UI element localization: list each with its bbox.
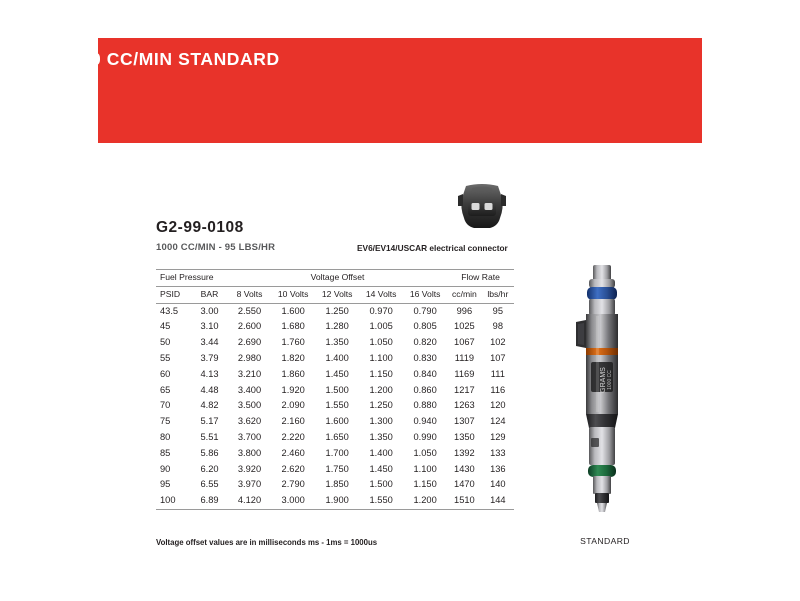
cell-ccmin: 1430: [454, 463, 475, 474]
part-subtitle: 1000 CC/MIN - 95 LBS/HR: [156, 242, 276, 253]
cell-16v: 0.820: [413, 337, 437, 348]
page-title: 1000 CC/MIN STANDARD: [60, 49, 280, 69]
column-header-16-volts: 16 Volts: [403, 286, 447, 303]
cell-bar: 3.79: [200, 352, 219, 363]
cell-16v: 0.860: [413, 384, 437, 395]
cell-12v: 1.750: [325, 463, 349, 474]
cell-lbshr: 107: [490, 352, 506, 363]
cell-14v: 1.300: [369, 416, 393, 427]
cell-8v: 3.970: [237, 479, 262, 490]
cell-16v: 1.200: [403, 493, 447, 509]
cell-psid: 90: [160, 463, 171, 474]
table-row: [156, 477, 514, 493]
cell-bar: 6.89: [191, 493, 228, 509]
cell-lbshr: 120: [490, 400, 506, 411]
cell-psid: 95: [160, 479, 171, 490]
cell-14v: 1.550: [359, 493, 403, 509]
cell-bar: 3.44: [200, 337, 219, 348]
specs-table-body: [156, 303, 514, 509]
cell-lbshr: 136: [490, 463, 506, 474]
part-number: G2-99-0108: [156, 219, 244, 236]
table-row: [156, 335, 514, 351]
cell-14v: 1.350: [369, 431, 393, 442]
cell-10v: 1.820: [281, 352, 305, 363]
cell-psid: 45: [160, 321, 171, 332]
cell-ccmin: 1263: [454, 400, 475, 411]
cell-16v: 1.150: [413, 479, 437, 490]
cell-psid: 70: [160, 400, 171, 411]
cell-12v: 1.250: [325, 305, 349, 316]
group-header-fuel-pressure: Fuel Pressure: [156, 270, 228, 287]
cell-12v: 1.600: [325, 416, 349, 427]
cell-psid: 60: [160, 368, 171, 379]
cell-lbshr: 111: [490, 368, 505, 379]
cell-12v: 1.850: [325, 479, 349, 490]
cell-8v: 2.690: [237, 337, 262, 348]
cell-14v: 1.100: [369, 352, 393, 363]
cell-psid: 80: [160, 431, 171, 442]
cell-psid: 55: [160, 352, 171, 363]
cell-bar: 6.55: [200, 479, 219, 490]
cell-8v: 3.400: [237, 384, 262, 395]
cell-10v: 1.920: [281, 384, 305, 395]
cell-10v: 2.090: [281, 400, 305, 411]
cell-bar: 3.10: [200, 321, 219, 332]
cell-12v: 1.700: [325, 447, 349, 458]
cell-psid: 50: [160, 337, 171, 348]
table-row: [156, 398, 514, 414]
group-header-voltage-offset: Voltage Offset: [228, 270, 447, 287]
cell-12v: 1.450: [325, 368, 349, 379]
table-row: [156, 351, 514, 367]
cell-8v: 2.600: [237, 321, 262, 332]
cell-8v: 2.980: [237, 352, 262, 363]
cell-lbshr: 116: [490, 384, 506, 395]
injector-photo: [560, 262, 650, 528]
cell-10v: 2.460: [281, 447, 305, 458]
cell-lbshr: 95: [492, 305, 503, 316]
cell-psid: 100: [156, 493, 191, 509]
cell-8v: 3.620: [237, 416, 262, 427]
column-header-12-volts: 12 Volts: [315, 286, 359, 303]
cell-14v: 1.050: [369, 337, 393, 348]
cell-lbshr: 140: [490, 479, 506, 490]
cell-psid: 65: [160, 384, 171, 395]
cell-16v: 0.790: [413, 305, 437, 316]
cell-16v: 0.830: [413, 352, 437, 363]
cell-bar: 6.20: [200, 463, 219, 474]
cell-10v: 1.600: [281, 305, 305, 316]
cell-bar: 5.86: [200, 447, 219, 458]
column-header-lbs-hr: lbs/hr: [482, 286, 514, 303]
column-header-14-volts: 14 Volts: [359, 286, 403, 303]
cell-ccmin: 1470: [454, 479, 475, 490]
group-header-flow-rate: Flow Rate: [447, 270, 514, 287]
cell-ccmin: 996: [456, 305, 473, 316]
cell-bar: 4.48: [200, 384, 219, 395]
table-row: [156, 414, 514, 430]
cell-8v: 4.120: [228, 493, 271, 509]
table-row: [156, 430, 514, 446]
cell-10v: 2.620: [281, 463, 305, 474]
cell-10v: 2.160: [281, 416, 305, 427]
cell-10v: 1.680: [281, 321, 305, 332]
cell-lbshr: 102: [490, 337, 506, 348]
cell-14v: 1.200: [369, 384, 393, 395]
table-row: [156, 446, 514, 462]
cell-12v: 1.500: [325, 384, 349, 395]
cell-14v: 1.500: [369, 479, 393, 490]
cell-bar: 5.51: [200, 431, 219, 442]
cell-lbshr: 124: [490, 416, 506, 427]
cell-8v: 3.920: [237, 463, 262, 474]
connector-photo: [452, 182, 512, 234]
cell-bar: 5.17: [200, 416, 219, 427]
cell-ccmin: 1025: [454, 321, 475, 332]
cell-8v: 3.800: [237, 447, 262, 458]
cell-12v: 1.350: [325, 337, 349, 348]
cell-10v: 2.790: [281, 479, 305, 490]
svg-text:GRAMS: GRAMS: [600, 367, 607, 393]
cell-ccmin: 1307: [454, 416, 475, 427]
cell-14v: 1.250: [369, 400, 393, 411]
specs-table-wrapper: [156, 269, 514, 510]
column-header-10-volts: 10 Volts: [271, 286, 315, 303]
table-column-header-row: [156, 286, 514, 303]
table-footnote: Voltage offset values are in milliseconds ms - 1ms = 1000us: [156, 538, 378, 547]
specs-table: [156, 269, 514, 510]
column-header-bar: BAR: [191, 286, 228, 303]
cell-16v: 0.880: [413, 400, 437, 411]
cell-ccmin: 1169: [454, 368, 475, 379]
cell-10v: 1.760: [281, 337, 305, 348]
cell-16v: 1.050: [413, 447, 437, 458]
cell-16v: 1.100: [413, 463, 437, 474]
cell-14v: 1.005: [369, 321, 393, 332]
cell-16v: 0.940: [413, 416, 437, 427]
table-row: [156, 493, 514, 509]
cell-14v: 1.450: [369, 463, 393, 474]
column-header-psid: PSID: [156, 286, 191, 303]
cell-psid: 85: [160, 447, 171, 458]
cell-14v: 0.970: [369, 305, 393, 316]
cell-8v: 3.500: [237, 400, 262, 411]
cell-16v: 0.840: [413, 368, 437, 379]
cell-psid: 43.5: [160, 305, 179, 316]
cell-bar: 3.00: [200, 305, 219, 316]
injector-caption: STANDARD: [580, 536, 630, 546]
cell-ccmin: 1119: [454, 352, 475, 363]
cell-lbshr: 98: [492, 321, 503, 332]
cell-8v: 3.210: [237, 368, 262, 379]
cell-lbshr: 133: [490, 447, 506, 458]
fuel-injector-icon: [560, 262, 650, 528]
cell-16v: 0.805: [413, 321, 437, 332]
table-row: [156, 303, 514, 319]
svg-text:1000 CC: 1000 CC: [607, 370, 613, 390]
cell-8v: 2.550: [237, 305, 262, 316]
cell-12v: 1.550: [325, 400, 349, 411]
table-row: [156, 462, 514, 478]
cell-ccmin: 1067: [454, 337, 475, 348]
table-group-header-row: [156, 270, 514, 287]
cell-14v: 1.400: [369, 447, 393, 458]
cell-10v: 1.860: [281, 368, 305, 379]
cell-10v: 2.220: [281, 431, 305, 442]
table-row: [156, 367, 514, 383]
cell-ccmin: 1510: [447, 493, 482, 509]
connector-caption: EV6/EV14/USCAR electrical connector: [357, 243, 508, 253]
cell-14v: 1.150: [369, 368, 393, 379]
cell-12v: 1.650: [325, 431, 349, 442]
cell-ccmin: 1392: [454, 447, 475, 458]
cell-bar: 4.13: [200, 368, 219, 379]
cell-8v: 3.700: [237, 431, 262, 442]
cell-12v: 1.280: [325, 321, 349, 332]
cell-10v: 3.000: [271, 493, 315, 509]
cell-lbshr: 129: [490, 431, 506, 442]
table-row: [156, 383, 514, 399]
cell-lbshr: 144: [482, 493, 514, 509]
cell-12v: 1.900: [315, 493, 359, 509]
cell-bar: 4.82: [200, 400, 219, 411]
column-header-8-volts: 8 Volts: [228, 286, 271, 303]
column-header-cc-min: cc/min: [447, 286, 482, 303]
injector-connector-icon: [452, 182, 512, 234]
table-row: [156, 319, 514, 335]
cell-ccmin: 1217: [454, 384, 475, 395]
cell-ccmin: 1350: [454, 431, 475, 442]
cell-psid: 75: [160, 416, 171, 427]
cell-16v: 0.990: [413, 431, 437, 442]
cell-12v: 1.400: [325, 352, 349, 363]
